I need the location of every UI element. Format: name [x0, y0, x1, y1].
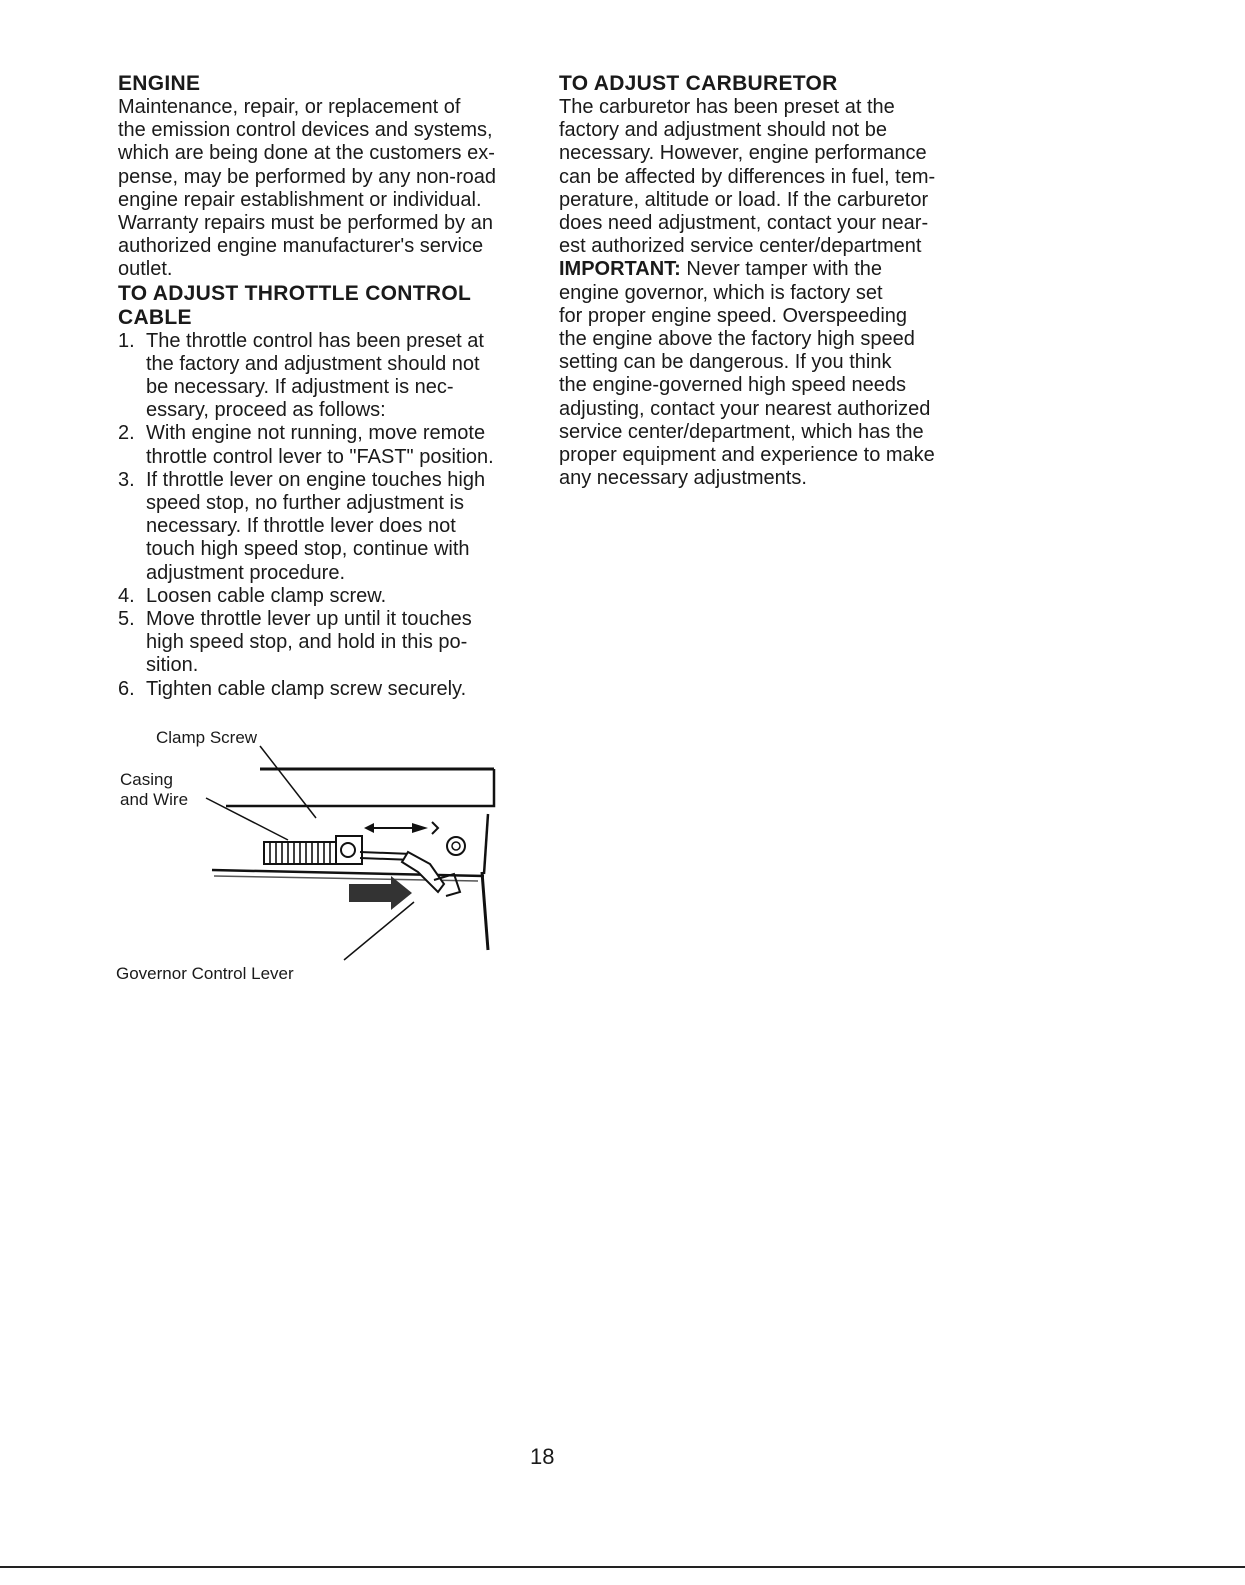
important-label: IMPORTANT:: [559, 258, 681, 281]
engine-line: engine repair establishment or individual.: [118, 188, 482, 211]
step-line: Move throttle lever up until it touches: [146, 608, 472, 631]
carburetor-line: factory and adjustment should not be: [559, 119, 887, 142]
step-line: sition.: [146, 654, 199, 677]
step-line: be necessary. If adjustment is nec-: [146, 376, 454, 399]
important-line: service center/department, which has the: [559, 420, 924, 443]
step-line: speed stop, no further adjustment is: [146, 492, 464, 515]
important-line: proper equipment and experience to make: [559, 444, 935, 467]
carburetor-line: perature, altitude or load. If the carburetor: [559, 188, 929, 211]
step-line: essary, proceed as follows:: [146, 399, 386, 422]
engine-line: pense, may be performed by any non-road: [118, 165, 496, 188]
engine-line: which are being done at the customers ex-: [118, 142, 495, 165]
page-bottom-divider: [0, 1566, 1245, 1568]
step-line: adjustment procedure.: [146, 561, 346, 584]
important-line: the engine-governed high speed needs: [559, 374, 906, 397]
step-line: Tighten cable clamp screw securely.: [146, 677, 467, 700]
step-line: Loosen cable clamp screw.: [146, 584, 387, 607]
important-line: any necessary adjustments.: [559, 467, 807, 490]
throttle-steps-list: [118, 330, 538, 701]
left-column: [118, 72, 538, 701]
important-first-line: [559, 258, 984, 281]
governor-lever-label: Governor Control Lever: [116, 964, 294, 983]
casing-label: and Wire: [120, 790, 189, 809]
engine-line: the emission control devices and systems,: [118, 119, 493, 142]
step-line: With engine not running, move remote: [146, 422, 486, 445]
step-number: 2.: [118, 422, 135, 445]
step-line: throttle control lever to "FAST" position.: [146, 445, 494, 468]
important-line: for proper engine speed. Overspeeding: [559, 304, 908, 327]
casing-label: Casing: [120, 770, 173, 789]
important-line: engine governor, which is factory set: [559, 281, 883, 304]
important-line: setting can be dangerous. If you think: [559, 351, 892, 374]
list-item: [118, 469, 538, 585]
diagram-drawing: [112, 724, 512, 994]
step-number: 1.: [118, 329, 135, 352]
step-line: The throttle control has been preset at: [146, 329, 484, 352]
carburetor-line: can be affected by differences in fuel, tem-: [559, 165, 936, 188]
step-line: necessary. If throttle lever does not: [146, 515, 456, 538]
step-line: high speed stop, and hold in this po-: [146, 631, 468, 654]
clamp-screw-label: Clamp Screw: [156, 728, 258, 747]
list-item: [118, 678, 538, 701]
carburetor-heading: TO ADJUST CARBURETOR: [559, 72, 838, 95]
carburetor-line: est authorized service center/department: [559, 235, 922, 258]
engine-heading: ENGINE: [118, 72, 201, 95]
throttle-heading: [118, 282, 538, 330]
engine-line: Warranty repairs must be performed by an: [118, 212, 493, 235]
list-item: [118, 585, 538, 608]
important-first-text: Never tamper with the: [680, 258, 883, 281]
engine-line: authorized engine manufacturer's service: [118, 235, 484, 258]
carburetor-line: The carburetor has been preset at the: [559, 96, 895, 118]
step-number: 6.: [118, 677, 135, 700]
step-line: the factory and adjustment should not: [146, 352, 480, 375]
step-number: 3.: [118, 468, 135, 491]
list-item: [118, 422, 538, 468]
carburetor-paragraph: [559, 96, 984, 258]
page-number: 18: [530, 1444, 555, 1469]
throttle-heading-line: TO ADJUST THROTTLE CONTROL: [118, 281, 472, 305]
step-number: 4.: [118, 584, 135, 607]
important-line: adjusting, contact your nearest authorized: [559, 397, 931, 420]
engine-paragraph: [118, 96, 538, 282]
list-item: [118, 608, 538, 678]
step-line: If throttle lever on engine touches high: [146, 468, 486, 491]
throttle-heading-line: CABLE: [118, 305, 192, 329]
engine-line: Maintenance, repair, or replacement of: [118, 96, 461, 118]
step-number: 5.: [118, 608, 135, 631]
carburetor-line: does need adjustment, contact your near-: [559, 212, 929, 235]
important-paragraph: [559, 258, 984, 490]
step-line: touch high speed stop, continue with: [146, 538, 470, 561]
throttle-cable-diagram: [112, 724, 512, 994]
list-item: [118, 330, 538, 423]
carburetor-line: necessary. However, engine performance: [559, 142, 927, 165]
engine-line: outlet.: [118, 258, 173, 281]
right-column: [559, 72, 984, 490]
important-line: the engine above the factory high speed: [559, 328, 915, 351]
